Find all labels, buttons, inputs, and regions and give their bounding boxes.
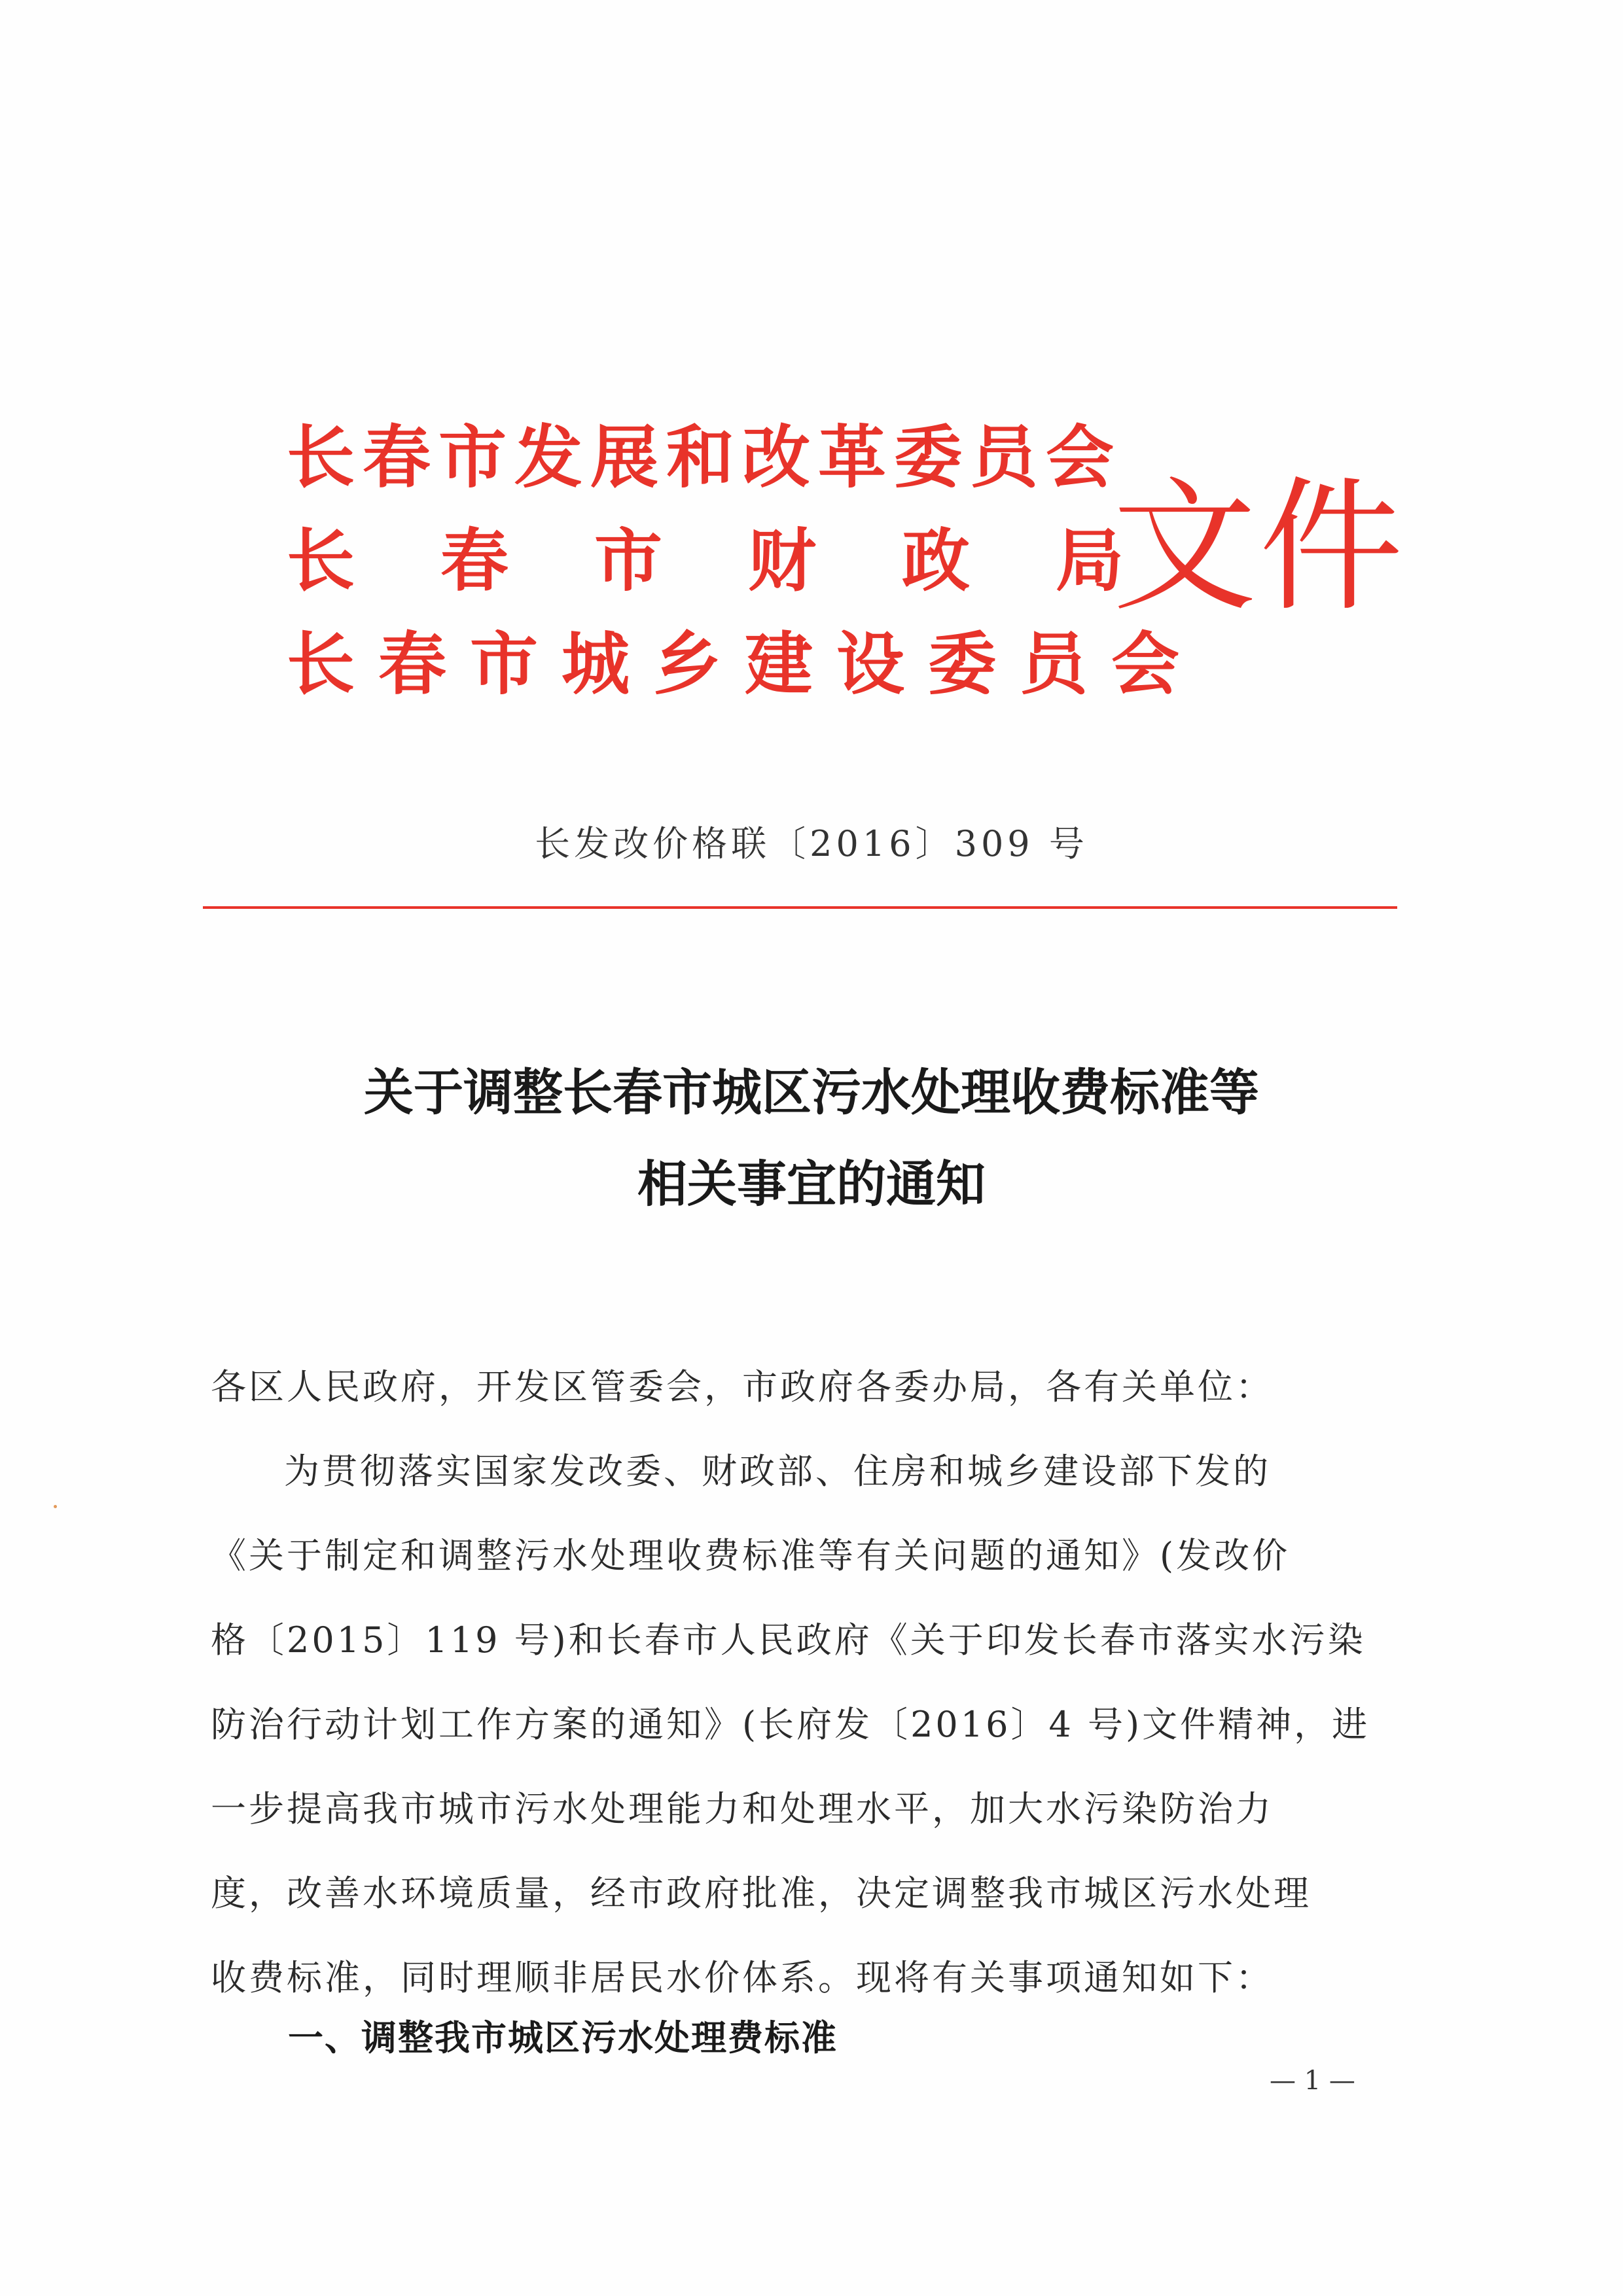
body-line: 收费标准，同时理顺非居民水价体系。现将有关事项通知如下： (211, 1957, 1274, 1998)
issuing-authorities (287, 406, 1204, 716)
document-title (0, 1047, 1623, 1230)
document-number: 长发改价格联〔2016〕309 号 (535, 823, 1088, 864)
issuer-finance-bureau-char: 财 (748, 521, 825, 601)
page-number: — 1 — (1270, 2066, 1355, 2096)
issuer-finance-bureau-char: 政 (902, 521, 978, 601)
scan-speck (54, 1505, 57, 1508)
issuer-finance-bureau-char: 春 (440, 521, 517, 601)
issuer-development-reform-commission: 长春市发展和改革委员会 (287, 417, 1122, 497)
title-line-2: 相关事宜的通知 (637, 1155, 986, 1213)
section-heading: 一、调整我市城区污水处理费标准 (288, 2017, 838, 2058)
salutation: 各区人民政府，开发区管委会，市政府各委办局，各有关单位： (211, 1366, 1274, 1407)
body-line: 《关于制定和调整污水处理收费标准等有关问题的通知》(发改价 (211, 1535, 1291, 1576)
issuer-urban-rural-construction-commission: 长春市城乡建设委员会 (287, 624, 1204, 704)
document-type-label: 文件 (1113, 463, 1406, 631)
issuer-finance-bureau-char: 局 (1056, 521, 1132, 601)
body-line: 为贯彻落实国家发改委、财政部、住房和城乡建设部下发的 (284, 1451, 1271, 1492)
body-line: 一步提高我市城市污水处理能力和处理水平，加大水污染防治力 (211, 1788, 1274, 1829)
issuer-finance-bureau-char: 长 (287, 521, 363, 601)
body-line: 度，改善水环境质量，经市政府批准，决定调整我市城区污水处理 (211, 1873, 1311, 1914)
issuer-finance-bureau-char: 市 (594, 521, 671, 601)
body-line: 格〔2015〕119 号)和长春市人民政府《关于印发长春市落实水污染 (211, 1619, 1366, 1661)
red-separator-line (203, 906, 1397, 909)
body-line: 防治行动计划工作方案的通知》(长府发〔2016〕4 号)文件精神，进 (211, 1704, 1370, 1745)
title-line-1: 关于调整长春市城区污水处理收费标准等 (364, 1063, 1259, 1122)
issuer-finance-bureau (287, 509, 1132, 612)
document-body (211, 1345, 1402, 2020)
